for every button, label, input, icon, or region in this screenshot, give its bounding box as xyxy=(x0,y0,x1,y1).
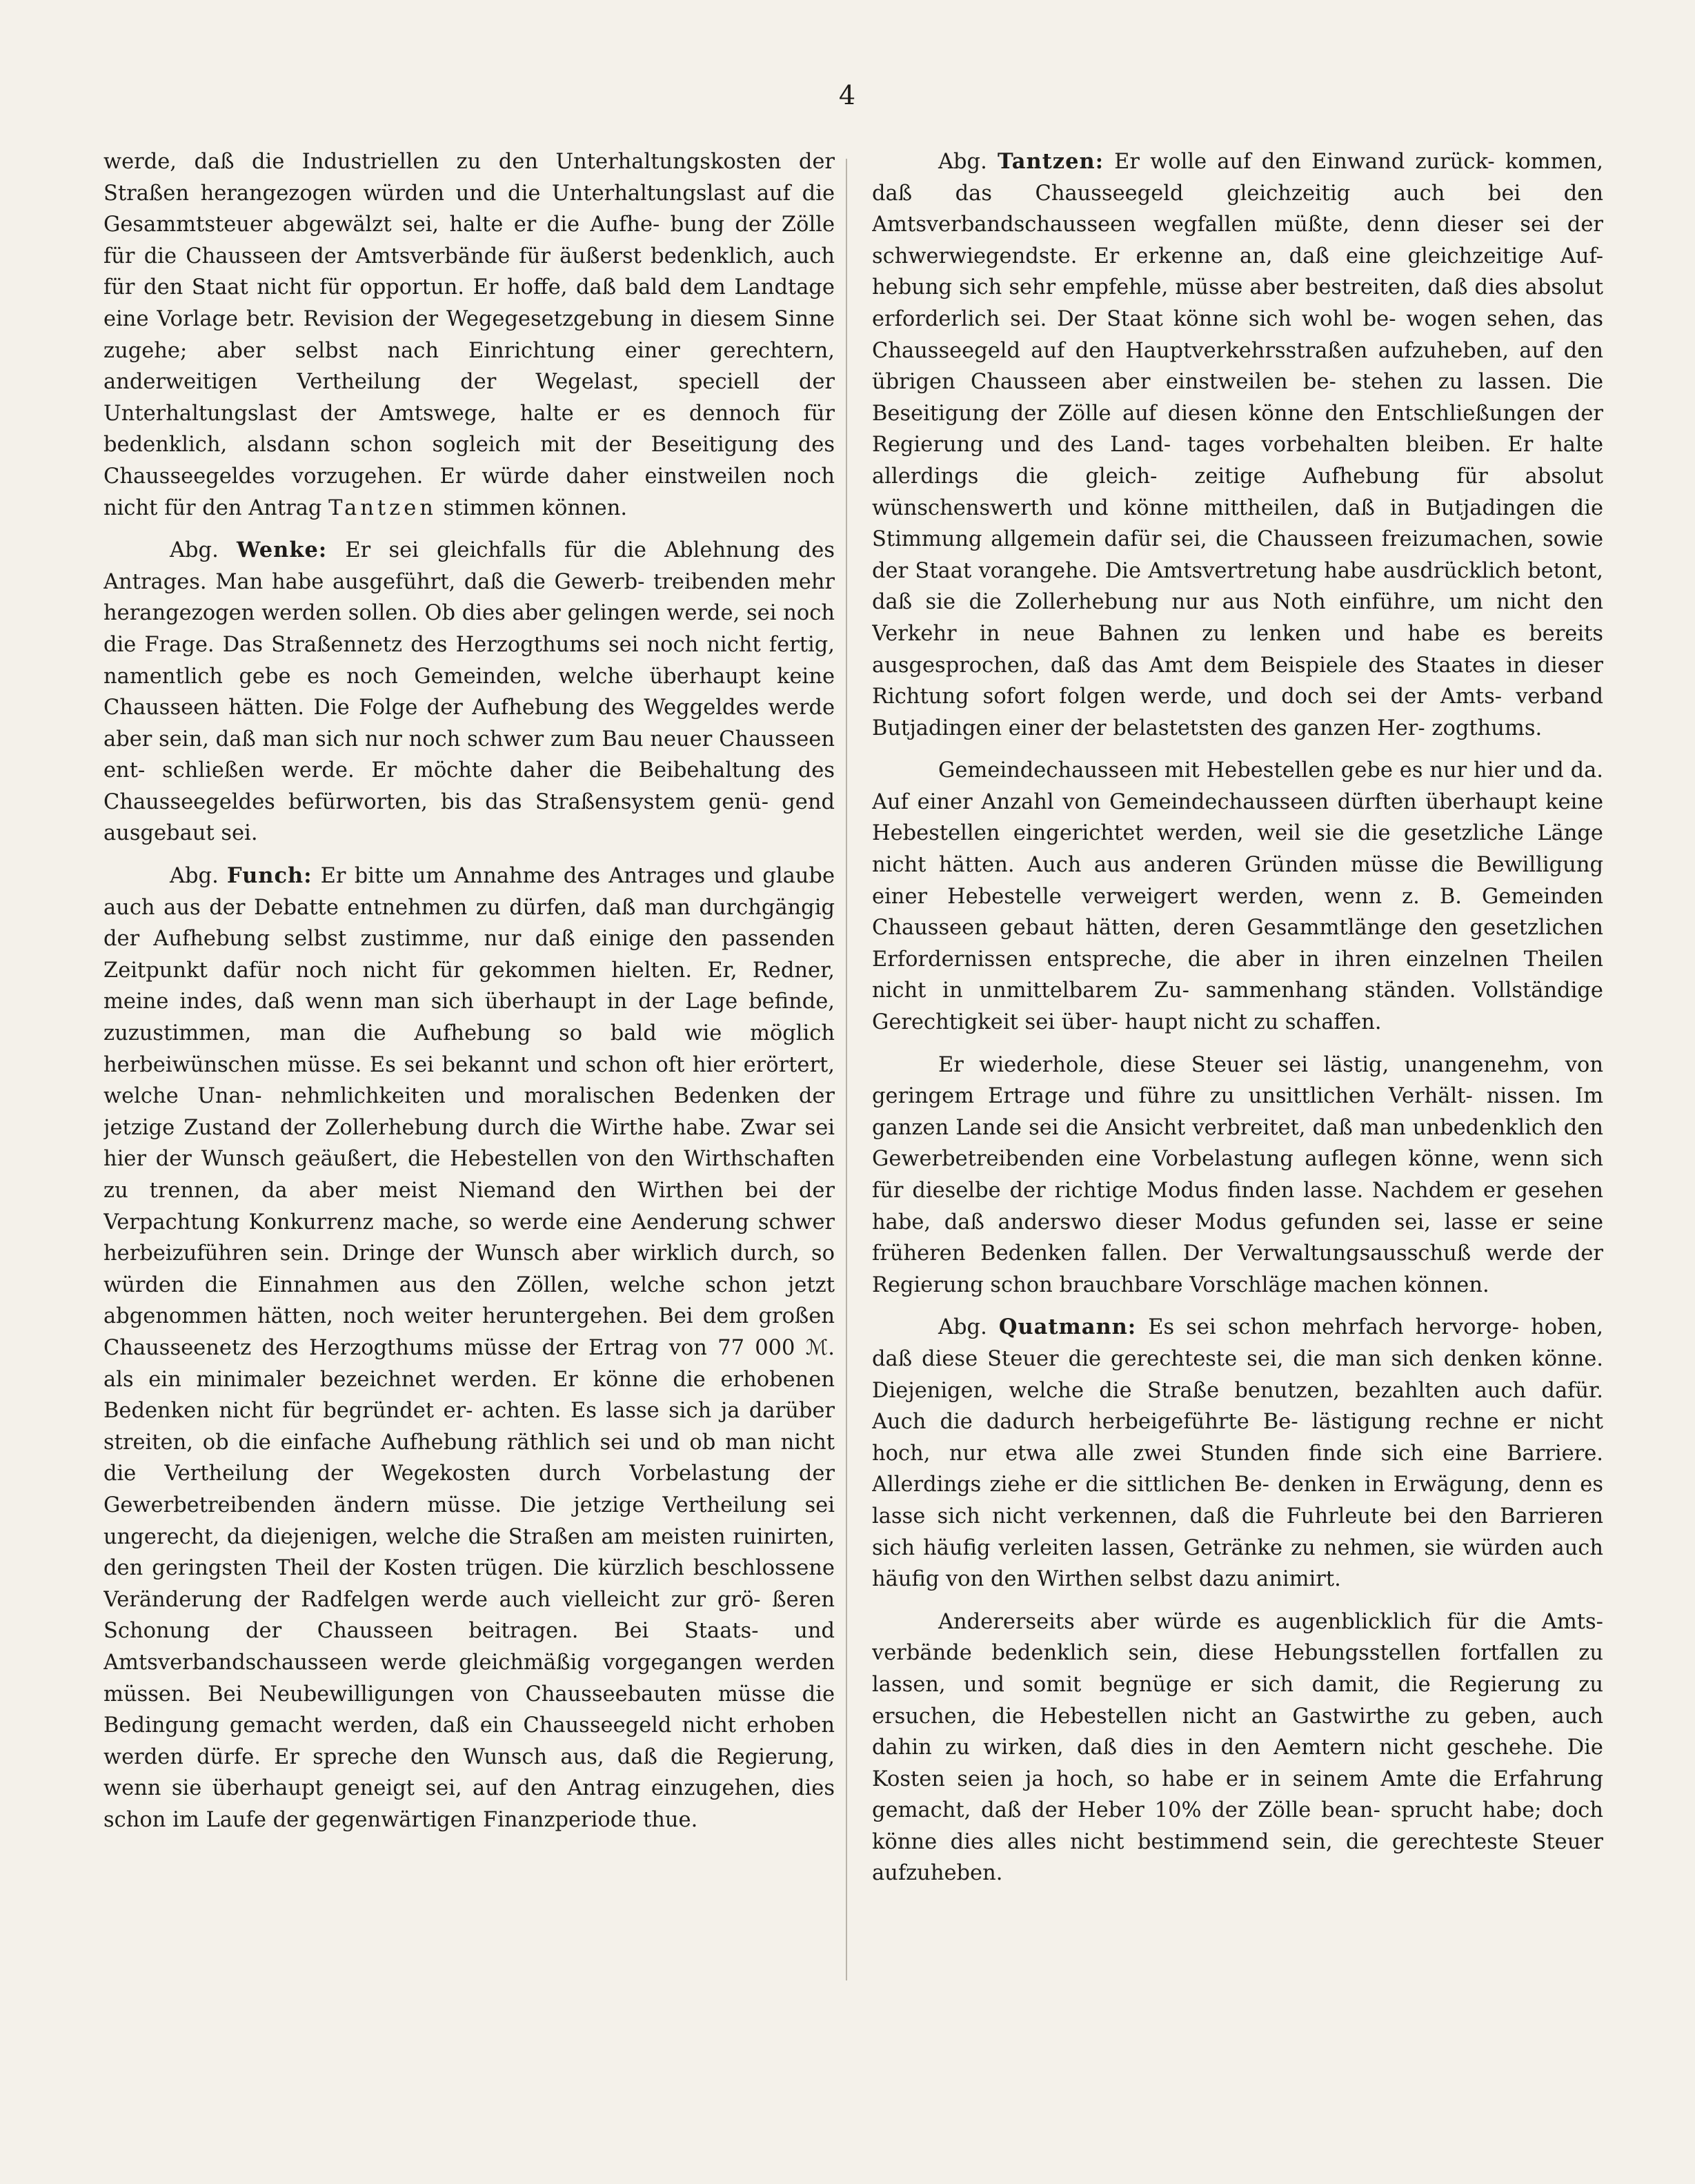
right-paragraph-1 xyxy=(872,146,1603,744)
abg-prefix: Abg. xyxy=(170,864,219,889)
column-divider xyxy=(846,159,847,1980)
right-p1-text: Er wolle auf den Einwand zurück- kommen, daß das Chausseegeld gleichzeitig auch bei den Amtsverbandschausseen wegfallen müßte, denn dieser sei der schwerwiegendste. Er erkenne an, daß eine gleichzeitige Auf- hebung sich sehr empfehle, müsse aber bestreiten, daß dies absolut erforderlich sei. Der Staat könne sich wohl be- wogen sehen, das Chausseegeld auf den Hauptverkehrsstraßen aufzuheben, auf den übrigen Chausseen aber einstweilen be- stehen zu lassen. Die Beseitigung der Zölle auf diesen könne den Entschließungen der Regierung und des Land- tages vorbehalten bleiben. Er halte allerdings die gleich- zeitige Aufhebung für absolut wünschenswerth und könne mittheilen, daß in Butjadingen die Stimmung allgemein dafür sei, die Chausseen freizumachen, sowie der Staat vorangehe. Die Amtsvertretung habe ausdrücklich betont, daß sie die Zollerhebung nur aus Noth einführe, um nicht den Verkehr in neue Bahnen zu lenken und habe es bereits ausgesprochen, daß das Amt dem Beispiele des Staates in dieser Richtung sofort folgen werde, und doch sei der Amts- verband Butjadingen einer der belastetsten des ganzen Her- zogthums. xyxy=(872,150,1603,740)
right-paragraph-2: Gemeindechausseen mit Hebestellen gebe es nur hier und da. Auf einer Anzahl von Gemeindechausseen dürften überhaupt keine Hebestellen eingerichtet werden, weil sie die gesetzliche Länge nicht hätten. Auch aus anderen Gründen müsse die Bewilligung einer Hebestelle verweigert werden, wenn z. B. Gemeinden Chausseen gebaut hätten, deren Gesammtlänge den gesetzlichen Erfordernissen entspreche, die aber in ihren einzelnen Theilen nicht in unmittelbarem Zu- sammenhang ständen. Vollständige Gerechtigkeit sei über- haupt nicht zu schaffen. xyxy=(872,758,1603,1035)
right-p4-text: Es sei schon mehrfach hervorge- hoben, daß diese Steuer die gerechteste sei, die man sich denken könne. Diejenigen, welche die Straße benutzen, bezahlten auch dafür. Auch die dadurch herbeigeführte Be- lästigung rechne er nicht hoch, nur etwa alle zwei Stunden finde sich eine Barriere. Allerdings ziehe er die sittlichen Be- denken in Erwägung, denn es lasse sich nicht verkennen, daß die Fuhrleute bei den Barrieren sich häufig verleiten lassen, Getränke zu nehmen, sie würden auch häufig von den Wirthen selbst dazu animirt. xyxy=(872,1315,1603,1592)
speaker-name: Tantzen: xyxy=(997,149,1104,174)
speaker-name: Quatmann: xyxy=(998,1315,1137,1340)
right-paragraph-5: Andererseits aber würde es augenblicklich für die Amts- verbände bedenklich sein, diese Hebungsstellen fortfallen zu lassen, und somit begnüge er sich damit, die Regierung zu ersuchen, die Hebestellen nicht an Gastwirthe zu geben, auch dahin zu wirken, daß dies in den Aemtern nicht geschehe. Die Kosten seien ja hoch, so habe er in seinem Amte die Erfahrung gemacht, daß der Heber 10% der Zölle bean- sprucht habe; doch könne dies alles nicht bestimmend sein, die gerechteste Steuer aufzuheben. xyxy=(872,1609,1603,1886)
right-paragraph-4 xyxy=(872,1312,1603,1595)
left-p3-text: Er bitte um Annahme des Antrages und glaube auch aus der Debatte entnehmen zu dürfen, daß man durchgängig der Aufhebung selbst zustimme, nur daß einige den passenden Zeitpunkt dafür noch nicht für gekommen hielten. Er, Redner, meine indes, daß wenn man sich überhaupt in der Lage befinde, zuzustimmen, man die Aufhebung so bald wie möglich herbeiwünschen müsse. Es sei bekannt und schon oft hier erörtert, welche Unan- nehmlichkeiten und moralischen Bedenken der jetzige Zustand der Zollerhebung durch die Wirthe habe. Zwar sei hier der Wunsch geäußert, die Hebestellen von den Wirthschaften zu trennen, da aber meist Niemand den Wirthen bei der Verpachtung Konkurrenz mache, so werde eine Aenderung schwer herbeizuführen sein. Dringe der Wunsch aber wirklich durch, so würden die Einnahmen aus den Zöllen, welche schon jetzt abgenommen hätten, noch weiter heruntergehen. Bei dem großen Chausseenetz des Herzogthums müsse der Ertrag von 77 000 ℳ. als ein minimaler bezeichnet werden. Er könne die erhobenen Bedenken nicht für begründet er- achten. Es lasse sich ja darüber streiten, ob die einfache Aufhebung räthlich sei und ob man nicht die Vertheilung der Wegekosten durch Vorbelastung der Gewerbetreibenden ändern müsse. Die jetzige Vertheilung sei ungerecht, da diejenigen, welche die Straßen am meisten ruinirten, den geringsten Theil der Kosten trügen. Die kürzlich beschlossene Veränderung der Radfelgen werde auch vielleicht zur grö- ßeren Schonung der Chausseen beitragen. Bei Staats- und Amtsverbandschausseen werde gleichmäßig vorgegangen werden müssen. Bei Neubewilligungen von Chausseebauten müsse die Bedingung gemacht werden, daß ein Chausseegeld nicht erhoben werden dürfe. Er spreche den Wunsch aus, daß die Regierung, wenn sie überhaupt geneigt sei, auf den Antrag einzugehen, dies schon im Laufe der gegenwärtigen Finanzperiode thue. xyxy=(103,864,835,1832)
antrag-name: Tantzen xyxy=(328,495,437,520)
abg-prefix: Abg. xyxy=(170,538,219,563)
left-p2-text: Er sei gleichfalls für die Ablehnung des Antrages. Man habe ausgeführt, daß die Gewerb- treibenden mehr herangezogen werden sollen. Ob dies aber gelingen werde, sei noch die Frage. Das Straßennetz des Herzogthums sei noch nicht fertig, namentlich gebe es noch Gemeinden, welche überhaupt keine Chausseen hätten. Die Folge der Aufhebung des Weggeldes werde aber sein, daß man sich nur noch schwer zum Bau neuer Chausseen ent- schließen werde. Er möchte daher die Beibehaltung des Chausseegeldes befürworten, bis das Straßensystem genü- gend ausgebaut sei. xyxy=(103,538,835,846)
left-p1-text-a: werde, daß die Industriellen zu den Unterhaltungskosten der Straßen herangezogen würden und die Unterhaltungslast auf die Gesammtsteuer abgewälzt sei, halte er die Aufhe- bung der Zölle für die Chausseen der Amtsverbände für äußerst bedenklich, auch für den Staat nicht für opportun. Er hoffe, daß bald dem Landtage eine Vorlage betr. Revision der Wegegesetzgebung in diesem Sinne zugehe; aber selbst nach Einrichtung einer gerechtern, anderweitigen Vertheilung der Wegelast, speciell der Unterhaltungslast der Amtswege, halte er es dennoch für bedenklich, alsdann schon sogleich mit der Beseitigung des Chausseegeldes vorzugehen. Er würde daher einstweilen noch nicht für den Antrag xyxy=(103,150,835,520)
speaker-name: Funch: xyxy=(226,863,313,889)
left-paragraph-3 xyxy=(103,860,835,1836)
speaker-name: Wenke: xyxy=(237,538,328,563)
left-p1-text-b: stimmen können. xyxy=(443,495,628,520)
left-paragraph-2 xyxy=(103,535,835,849)
abg-prefix: Abg. xyxy=(938,1315,987,1340)
right-paragraph-3: Er wiederhole, diese Steuer sei lästig, unangenehm, von geringem Ertrage und führe zu unsittlichen Verhält- nissen. Im ganzen Lande sei die Ansicht verbreitet, daß man unbedenklich den Gewerbetreibenden eine Vorbelastung auflegen könne, wenn sich für dieselbe der richtige Modus finden lasse. Nachdem er gesehen habe, daß anderswo dieser Modus gefunden sei, lasse er seine früheren Bedenken fallen. Der Verwaltungsausschuß werde der Regierung schon brauchbare Vorschläge machen können. xyxy=(872,1052,1603,1297)
page-number: 4 xyxy=(838,80,856,110)
left-paragraph-1 xyxy=(103,146,835,524)
abg-prefix: Abg. xyxy=(938,150,987,174)
left-column xyxy=(103,146,835,2051)
right-column xyxy=(872,146,1603,1968)
